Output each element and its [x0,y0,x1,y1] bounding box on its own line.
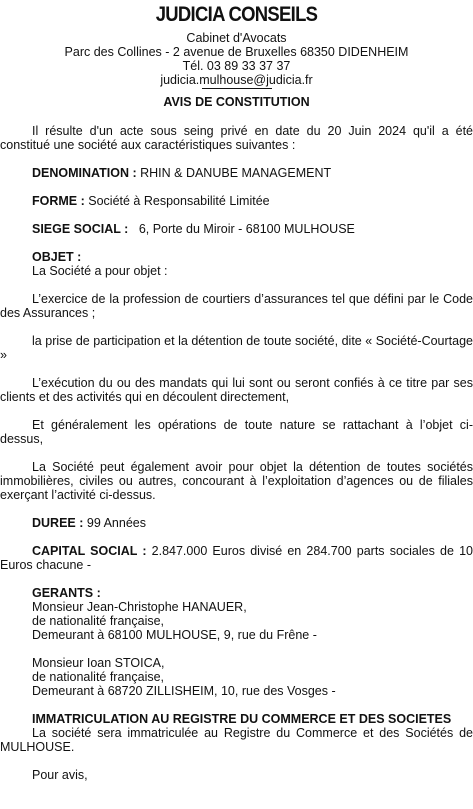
firm-type: Cabinet d'Avocats [186,31,287,45]
siege-value: 6, Porte du Miroir - 68100 MULHOUSE [138,222,355,236]
duree-label: DUREE : [32,516,84,530]
capital-line [0,544,473,572]
gerants-label: GERANTS : [32,586,101,600]
gerant-1-name: Monsieur Jean-Christophe HANAUER, [32,600,247,614]
capital-value: 2.847.000 Euros divisé en 284.700 parts sociales de 10 Euros chacune - [0,544,473,572]
forme-line [0,194,473,208]
gerant-1-block [0,600,473,642]
closing: Pour avis, [32,768,88,782]
firm-name: JUDICIA CONSEILS [155,3,318,26]
denomination-line [0,166,473,180]
gerant-1-address: Demeurant à 68100 MULHOUSE, 9, rue du Frêne - [32,628,317,642]
objet-item-5: La Société peut également avoir pour objet la détention de toutes sociétés immobilières, civiles ou autres, concourant à l’exploitation d’agences ou de filiales exerçant l’activité ci-dessus. [0,460,473,502]
forme-label: FORME : [32,194,85,208]
firm-phone: Tél. 03 89 33 37 37 [182,59,291,73]
firm-email: judicia.mulhouse@judicia.fr [160,73,313,87]
gerant-2-nationality: de nationalité française, [32,670,165,684]
denomination-label: DENOMINATION : [32,166,137,180]
gerant-2-address: Demeurant à 68720 ZILLISHEIM, 10, rue des Vosges - [32,684,336,698]
immat-label: IMMATRICULATION AU REGISTRE DU COMMERCE ET DES SOCIETES [32,712,452,726]
firm-address: Parc des Collines - 2 avenue de Bruxelles 68350 DIDENHEIM [64,45,409,59]
gerant-1-nationality: de nationalité française, [32,614,165,628]
notice-heading: AVIS DE CONSTITUTION [163,95,310,109]
header-divider [202,88,272,89]
siege-label: SIEGE SOCIAL : [32,222,129,236]
notice-intro: Il résulte d'un acte sous seing privé en date du 20 Juin 2024 qu'il a été constitué une société aux caractéristiques suivantes : [0,124,473,152]
capital-label: CAPITAL SOCIAL : [32,544,147,558]
siege-line [0,222,473,236]
gerant-2-name: Monsieur Ioan STOICA, [32,656,165,670]
duree-value: 99 Années [86,516,146,530]
objet-item-3: L’exécution du ou des mandats qui lui sont ou seront confiés à ce titre par ses clients et des activités qui en découlent directement, [0,376,473,404]
objet-label: OBJET : [32,250,82,264]
gerant-2-block [0,656,473,698]
denomination-value: RHIN & DANUBE MANAGEMENT [140,166,332,180]
objet-item-2: la prise de participation et la détention de toute société, dite « Société-Courtage » [0,334,473,362]
duree-line [0,516,473,530]
objet-item-1: L’exercice de la profession de courtiers d’assurances tel que défini par le Code des Assurances ; [0,292,473,320]
forme-value: Société à Responsabilité Limitée [88,194,270,208]
immat-value: La société sera immatriculée au Registre du Commerce et des Sociétés de MULHOUSE. [0,726,473,754]
objet-item-4: Et généralement les opérations de toute nature se rattachant à l’objet ci-dessus, [0,418,473,446]
objet-intro: La Société a pour objet : [32,264,168,278]
